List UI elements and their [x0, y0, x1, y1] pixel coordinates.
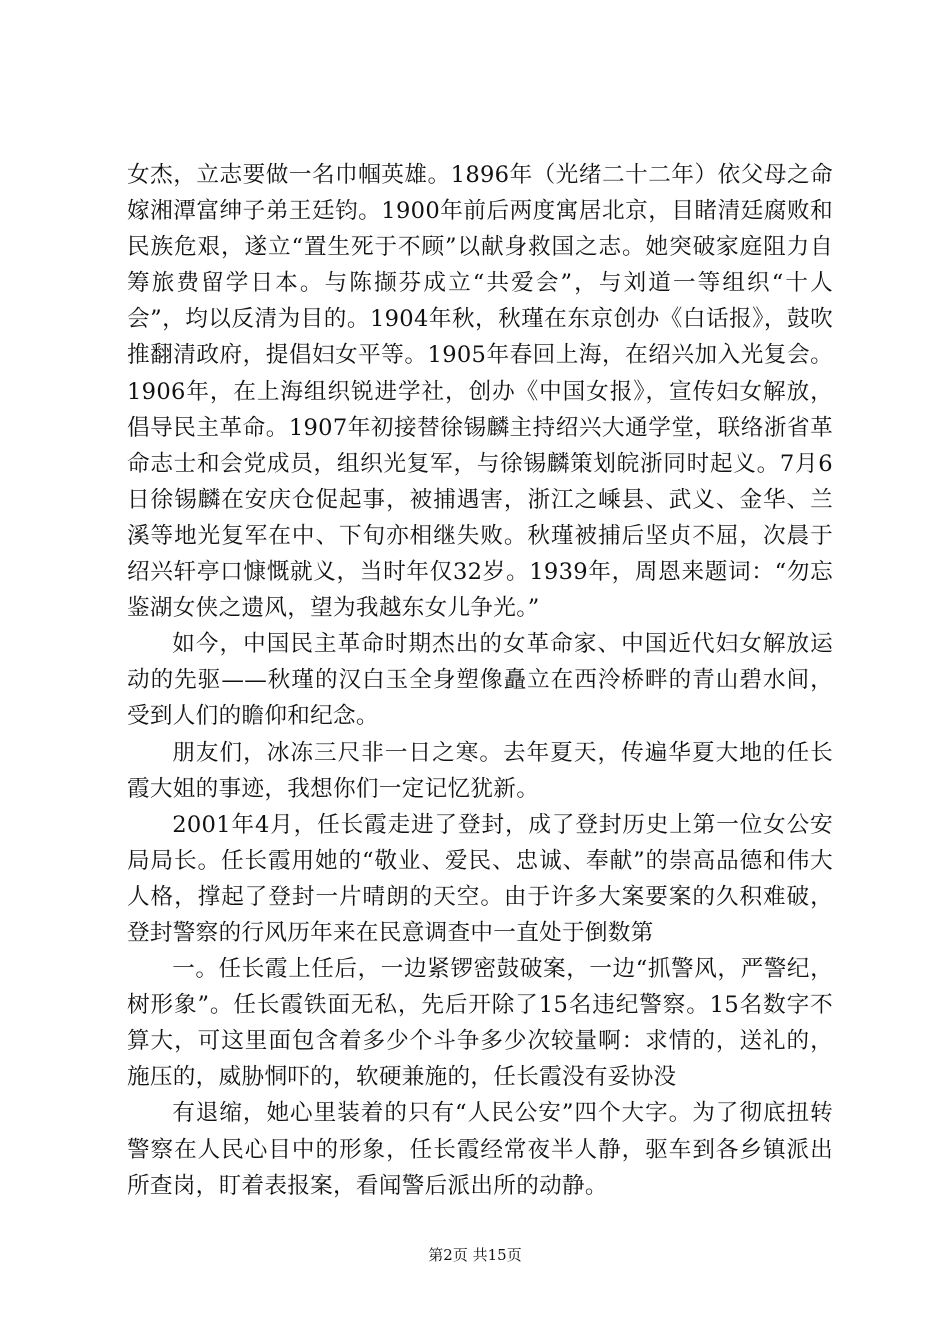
paragraph-1: 女杰，立志要做一名巾帼英雄。1896年（光绪二十二年）依父母之命嫁湘潭富绅子弟王廷钧。1900年前后两度寓居北京，目睹清廷腐败和民族危艰，遂立“置生死于不顾”以献身救国之志。她突破家庭阻力自筹旅费留学日本。与陈撷芬成立“共爱会”，与刘道一等组织“十人会”，均以反清为目的。1904年秋，秋瑾在东京创办《白话报》，鼓吹推翻清政府，提倡妇女平等。1905年春回上海，在绍兴加入光复会。1906年，在上海组织锐进学社，创办《中国女报》，宣传妇女解放，倡导民主革命。1907年初接替徐锡麟主持绍兴大通学堂，联络浙省革命志士和会党成员，组织光复军，与徐锡麟策划皖浙同时起义。7月6日徐锡麟在安庆仓促起事，被捕遇害，浙江之嵊县、武义、金华、兰溪等地光复军在中、下旬亦相继失败。秋瑾被捕后坚贞不屈，次晨于绍兴轩亭口慷慨就义，当时年仅32岁。1939年，周恩来题词：“勿忘鉴湖女侠之遗风，望为我越东女儿争光。”: [127, 162, 833, 622]
paragraph-2: 如今，中国民主革命时期杰出的女革命家、中国近代妇女解放运动的先驱——秋瑾的汉白玉全身塑像矗立在西泠桥畔的青山碧水间，受到人们的瞻仰和纪念。: [127, 631, 833, 730]
page-footer: 第2页 共15页: [428, 1246, 522, 1264]
paragraph-5: 一。任长霞上任后，一边紧锣密鼓破案，一边“抓警风，严警纪，树形象”。任长霞铁面无私，先后开除了15名违纪警察。15名数字不算大，可这里面包含着多少个斗争多少次较量啊：求情的，送礼的，施压的，威胁恫吓的，软硬兼施的，任长霞没有妥协没: [127, 956, 833, 1091]
paragraph-3: 朋友们，冰冻三尺非一日之寒。去年夏天，传遍华夏大地的任长霞大姐的事迹，我想你们一定记忆犹新。: [127, 739, 833, 802]
document-body: [127, 157, 833, 1204]
paragraph-6: 有退缩，她心里装着的只有“人民公安”四个大字。为了彻底扭转警察在人民心目中的形象，任长霞经常夜半人静，驱车到各乡镇派出所查岗，盯着表报案，看闻警后派出所的动静。: [127, 1100, 833, 1199]
paragraph-4: 2001年4月，任长霞走进了登封，成了登封历史上第一位女公安局局长。任长霞用她的“敬业、爱民、忠诚、奉献”的崇高品德和伟大人格，撑起了登封一片晴朗的天空。由于许多大案要案的久积难破，登封警察的行风历年来在民意调查中一直处于倒数第: [127, 811, 833, 946]
